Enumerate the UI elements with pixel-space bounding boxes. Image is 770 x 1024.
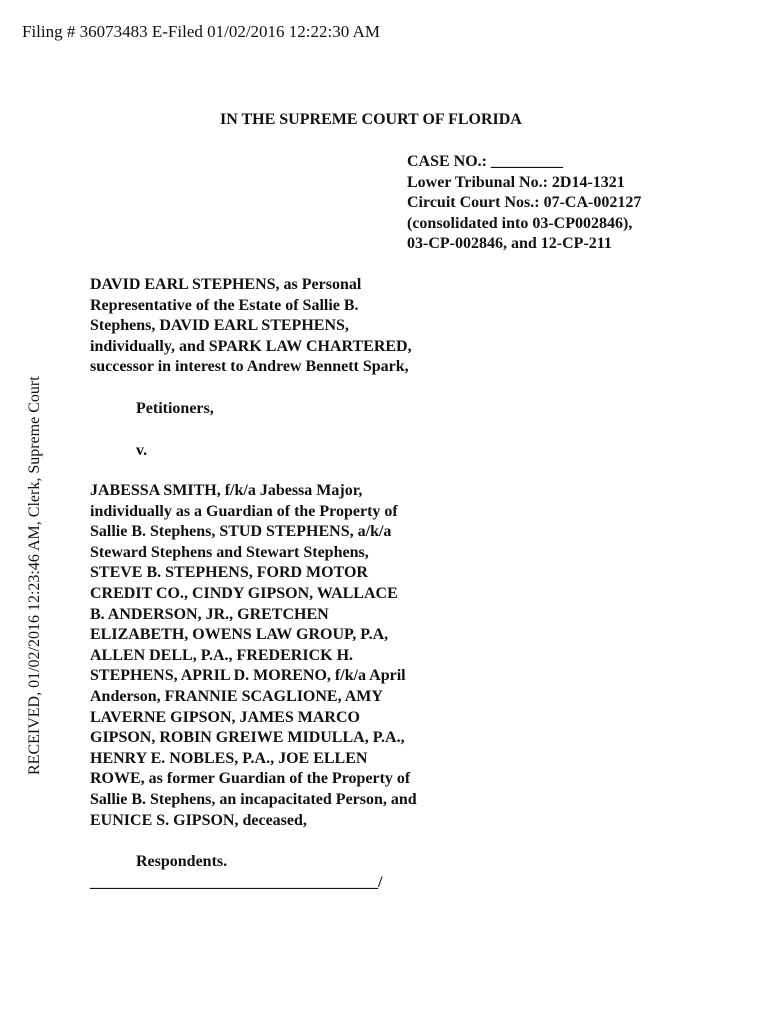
respondents-caption [90, 481, 417, 831]
petitioner-line: successor in interest to Andrew Bennett Spark, [90, 358, 409, 376]
respondent-line: B. ANDERSON, JR., GRETCHEN [90, 605, 329, 623]
respondent-line: Sallie B. Stephens, STUD STEPHENS, a/k/a [90, 523, 392, 541]
respondent-line: ALLEN DELL, P.A., FREDERICK H. [90, 646, 354, 664]
case-number: CASE NO.: _________ [407, 153, 564, 170]
consolidated-case-note: (consolidated into 03-CP002846), [407, 214, 633, 232]
respondent-line: JABESSA SMITH, f/k/a Jabessa Major, [90, 482, 363, 499]
respondent-line: CREDIT CO., CINDY GIPSON, WALLACE [90, 584, 398, 602]
respondent-line: Sallie B. Stephens, an incapacitated Person, and [90, 790, 417, 808]
petitioner-line: Representative of the Estate of Sallie B. [90, 296, 359, 314]
respondent-line: ELIZABETH, OWENS LAW GROUP, P.A, [90, 626, 389, 644]
respondent-line: LAVERNE GIPSON, JAMES MARCO [90, 708, 360, 726]
caption-separator-line: ____________________________________/ [90, 874, 383, 891]
received-stamp: RECEIVED, 01/02/2016 12:23:46 AM, Clerk, Supreme Court [26, 376, 43, 775]
respondent-line: ROWE, as former Guardian of the Property of [90, 770, 411, 788]
petitioner-line: Stephens, DAVID EARL STEPHENS, [90, 317, 349, 335]
case-info-block [407, 152, 641, 255]
court-title: IN THE SUPREME COURT OF FLORIDA [220, 111, 522, 128]
petitioner-line: individually, and SPARK LAW CHARTERED, [90, 337, 412, 355]
lower-tribunal-number: Lower Tribunal No.: 2D14-1321 [407, 173, 625, 191]
circuit-court-numbers: Circuit Court Nos.: 07-CA-002127 [407, 194, 642, 212]
respondents-label: Respondents. [136, 853, 228, 870]
respondent-line: Steward Stephens and Stewart Stephens, [90, 543, 369, 561]
filing-header: Filing # 36073483 E-Filed 01/02/2016 12:22:30 AM [22, 22, 380, 41]
respondent-line: GIPSON, ROBIN GREIWE MIDULLA, P.A., [90, 729, 405, 747]
additional-case-numbers: 03-CP-002846, and 12-CP-211 [407, 235, 612, 253]
petitioners-label: Petitioners, [136, 400, 214, 417]
respondent-line: EUNICE S. GIPSON, deceased, [90, 811, 307, 829]
respondent-line: individually as a Guardian of the Property of [90, 502, 398, 520]
respondent-line: STEVE B. STEPHENS, FORD MOTOR [90, 564, 368, 582]
respondent-line: HENRY E. NOBLES, P.A., JOE ELLEN [90, 749, 368, 767]
versus-label: v. [136, 442, 148, 459]
respondent-line: STEPHENS, APRIL D. MORENO, f/k/a April [90, 667, 406, 685]
respondent-line: Anderson, FRANNIE SCAGLIONE, AMY [90, 687, 383, 705]
petitioners-caption [90, 275, 412, 378]
petitioner-line: DAVID EARL STEPHENS, as Personal [90, 276, 362, 293]
